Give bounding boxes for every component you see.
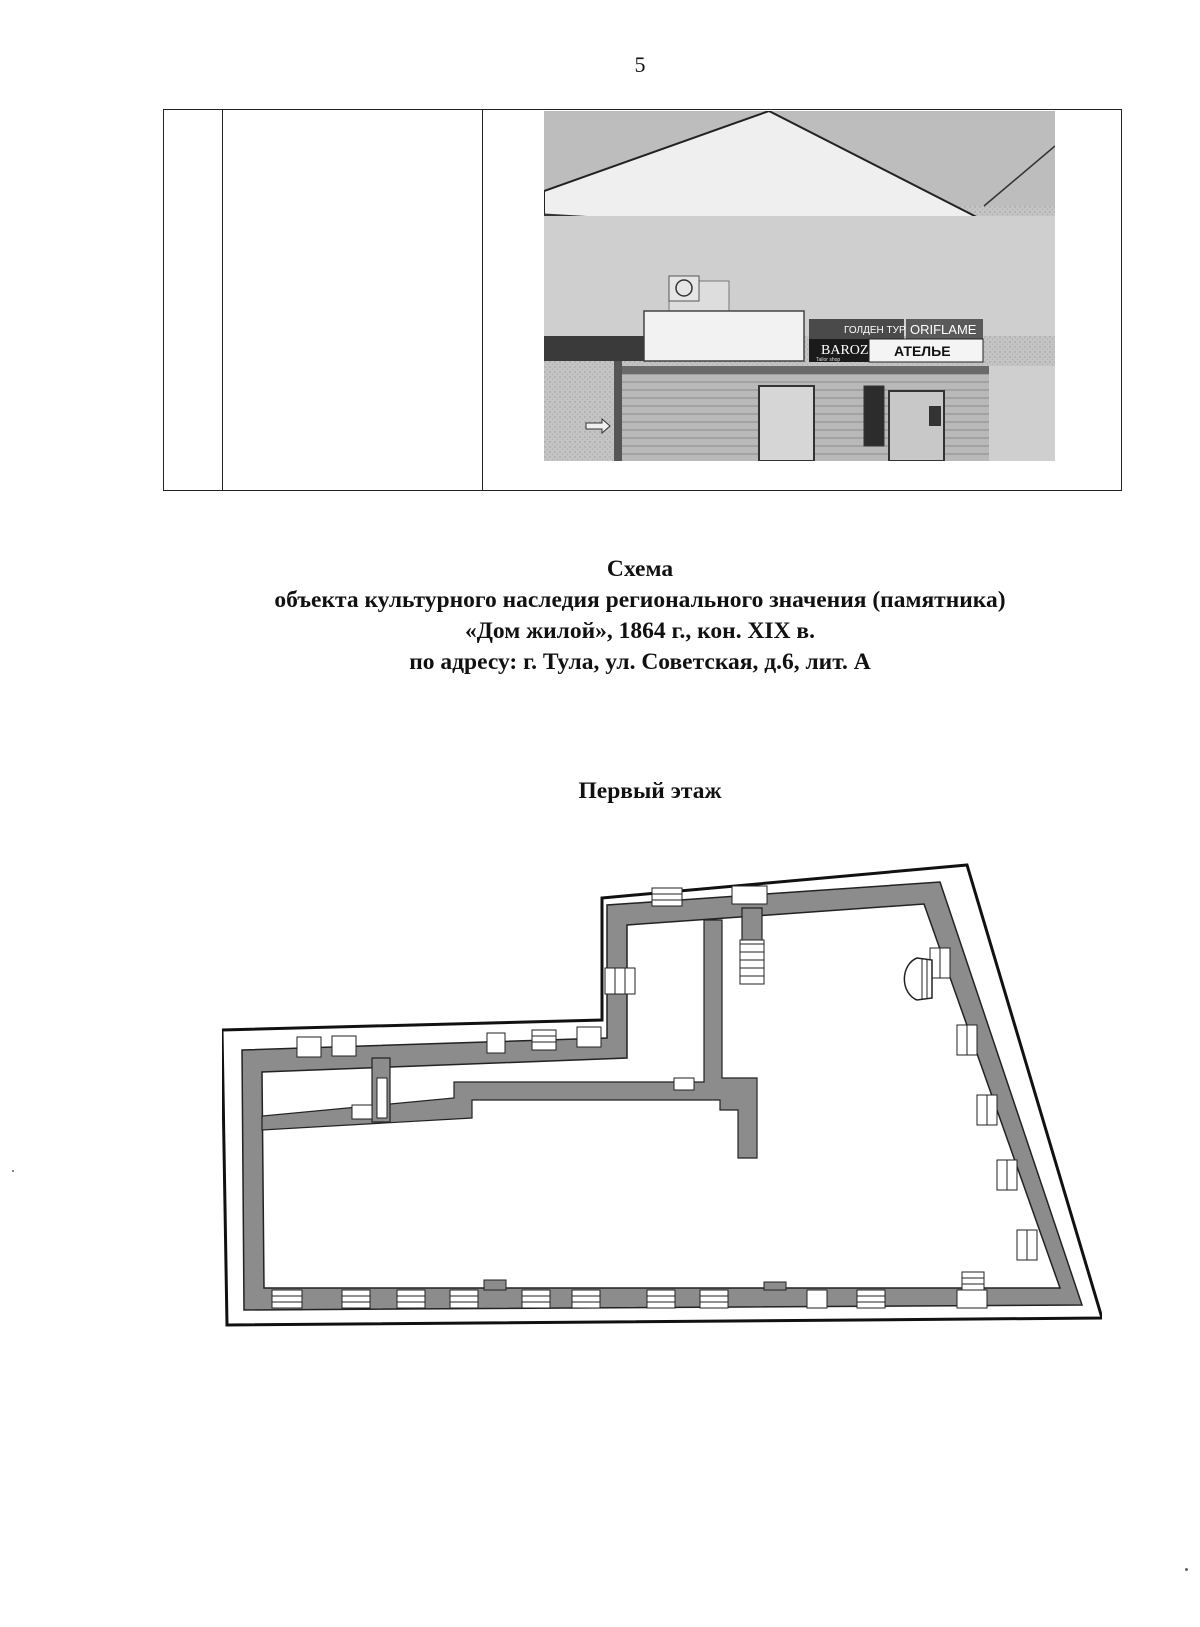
shop-window xyxy=(864,386,884,446)
sign-baroz-subtext: Tailor shop xyxy=(816,357,841,363)
scan-speck xyxy=(1185,1568,1188,1571)
corner-stair-icon xyxy=(904,958,932,1000)
door xyxy=(759,386,814,461)
scan-speck xyxy=(12,1170,14,1172)
floor-plan xyxy=(222,860,1102,1340)
floor-label: Первый этаж xyxy=(578,778,722,804)
document-heading xyxy=(120,554,1160,678)
sign-atelier-text: АТЕЛЬЕ xyxy=(894,343,951,359)
table-column-divider xyxy=(482,110,483,490)
pilaster xyxy=(484,1280,506,1290)
pilaster xyxy=(764,1282,786,1290)
heading-title: Схема xyxy=(606,556,674,582)
sign-oriflame-text: ORIFLAME xyxy=(910,322,977,337)
blank-signboard xyxy=(644,311,804,361)
heading-address: по адресу: г. Тула, ул. Советская, д.6, лит. А xyxy=(409,649,871,675)
heading-name-date: «Дом жилой», 1864 г., кон. XIX в. xyxy=(465,618,815,644)
page-number: 5 xyxy=(634,52,646,77)
table-column-divider xyxy=(222,110,223,490)
building-photo xyxy=(544,111,1055,461)
sign-baroz-text: BAROZ xyxy=(821,343,869,358)
heading-object: объекта культурного наследия регионального значения (памятника) xyxy=(274,587,1006,613)
sign-golden-tour-text: ГОЛДЕН ТУР xyxy=(844,325,906,336)
